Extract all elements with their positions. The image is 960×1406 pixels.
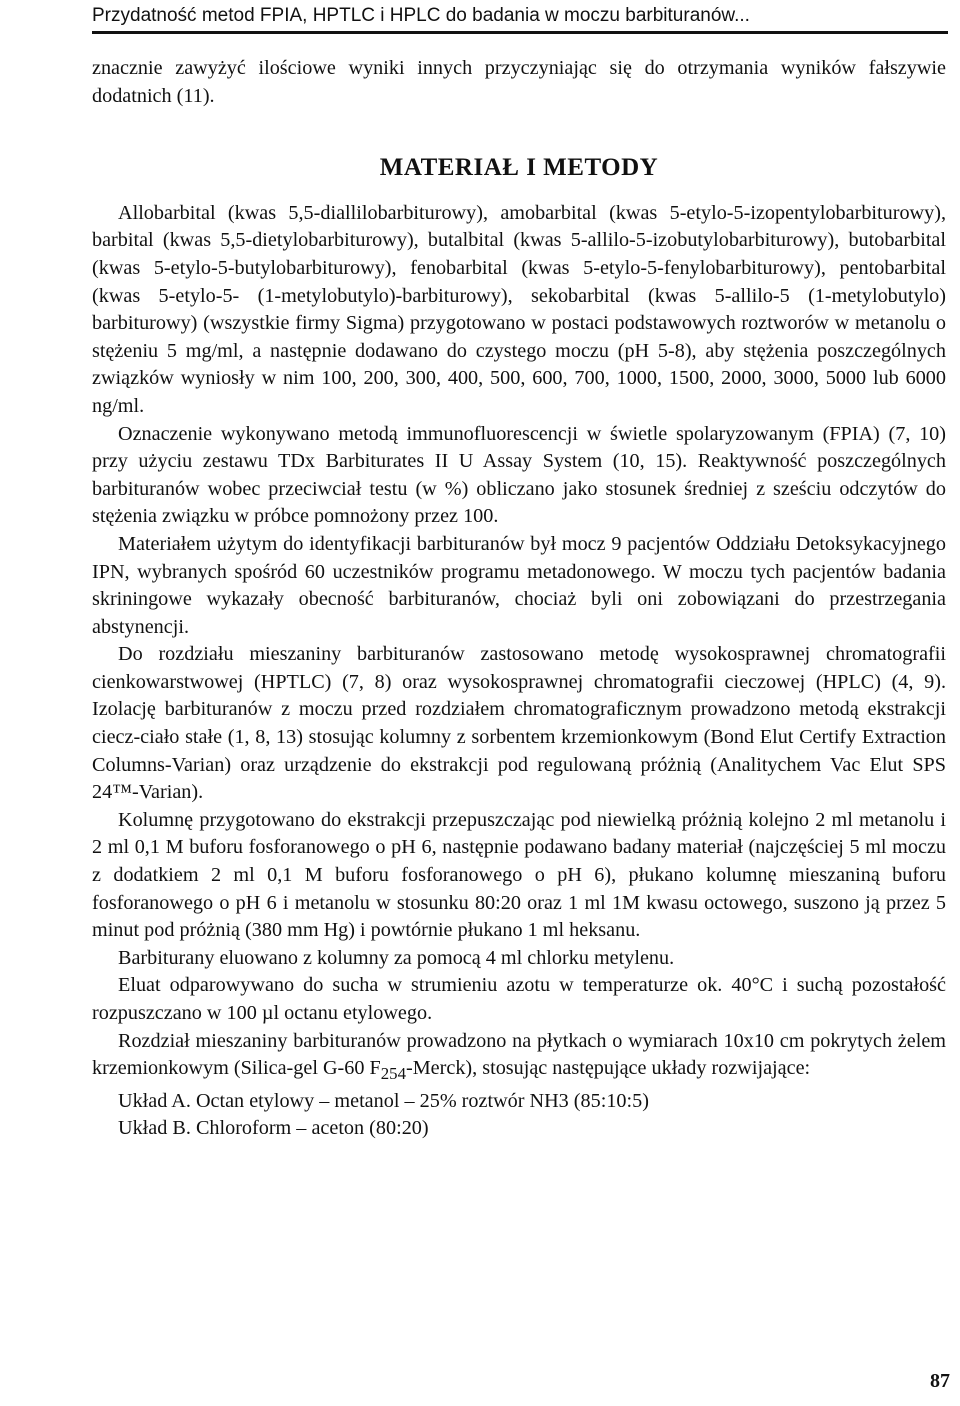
paragraph-separation: Do rozdziału mieszaniny barbituranów zastosowano metodę wysokosprawnej chromatografii cienkowarstwowej (HPTLC) (7, 8) oraz wysokosprawnej chromatografii cieczowej (HPLC) (4, 9). Izolację barbituranów z moczu przed rozdziałem chromatograficznym prowadzono metodą ekstrakcji ciecz-ciało stałe (1, 8, 13) stosując kolumny z sorbentem krzemionkowym (Bond Elut Certify Extraction Columns-Varian) oraz urządzenie do ekstrakcji pod regulowaną próżnią (Analitychem Vac Elut SPS 24™-Varian). (92, 643, 946, 804)
paragraph-material: Materiałem użytym do identyfikacji barbituranów był mocz 9 pacjentów Oddziału Detoksykacyjnego IPN, wybranych spośród 60 uczestników programu metadonowego. W moczu tych pacjentów badania skriningowe wykazały obecność barbituranów, chociaż byli oni zobowiązani do przestrzegania abstynencji. (92, 532, 946, 638)
paragraph-fpia: Oznaczenie wykonywano metodą immunofluorescencji w świetle spolaryzowanym (FPIA) (7, 10) przy użyciu zestawu TDx Barbiturates II U Assay System (10, 15). Reaktywność poszczególnych barbituranów wobec przeciwciał testu (w %) obliczano jako stosunek średniej z sześciu odczytów do stężenia związku w próbce pomnożony przez 100. (92, 422, 946, 528)
paragraph-elution: Barbiturany eluowano z kolumny za pomocą 4 ml chlorku metylenu. (118, 946, 675, 969)
tlc-subscript: 254 (380, 1064, 406, 1084)
paragraph-column: Kolumnę przygotowano do ekstrakcji przepuszczając pod niewielką próżnią kolejno 2 ml metanolu i 2 ml 0,1 M buforu fosforanowego o pH 6, następnie podawano badany materiał (najczęściej 5 ml moczu z dodatkiem 2 ml 0,1 M buforu fosforanowego o pH 6), płukano kolumnę mieszaniną buforu fosforanowego o pH 6 i metanolu w stosunku 80:20 oraz 1 ml 1M kwasu octowego, suszono ją przez 5 minut pod próżnią (380 mm Hg) i powtórnie płukano 1 ml heksanu. (92, 808, 946, 942)
system-a: Układ A. Octan etylowy – metanol – 25% roztwór NH3 (85:10:5) (118, 1089, 649, 1112)
section-heading: MATERIAŁ I METODY (379, 154, 659, 182)
header-rule (92, 31, 948, 34)
system-b: Układ B. Chloroform – aceton (80:20) (118, 1117, 429, 1140)
paragraph-reagents: Allobarbital (kwas 5,5-diallilobarbiturowy), amobarbital (kwas 5-etylo-5-izopentylobarbiturowy), barbital (kwas 5,5-dietylobarbiturowy), butalbital (kwas 5-allilo-5-izobutylobarbiturowy), butobarbital (kwas 5-etylo-5-butylobarbiturowy), fenobarbital (kwas 5-etylo-5-fenylobarbiturowy), pentobarbital (kwas 5-etylo-5- (1-metylobutylo)-barbiturowy), sekobarbital (kwas 5-allilo-5 (1-metylobutylo) barbiturowy) (wszystkie firmy Sigma) przygotowano w postaci podstawowych roztworów w metanolu o stężeniu 5 mg/ml, a następnie dodawano do czystego moczu (pH 5-8), aby stężenia poszczególnych związków wyniosły w nim 100, 200, 300, 400, 500, 600, 700, 1000, 1500, 2000, 3000, 5000 lub 6000 ng/ml. (92, 201, 946, 417)
page-content (92, 55, 946, 1143)
tlc-text-end: -Merck), stosując następujące układy rozwijające: (406, 1057, 811, 1080)
continued-paragraph: znacznie zawyżyć ilościowe wyniki innych przyczyniając się do otrzymania wyników fałszywie dodatnich (11). (92, 57, 946, 107)
running-header: Przydatność metod FPIA, HPTLC i HPLC do badania w moczu barbituranów... (92, 5, 750, 26)
paragraph-tlc (92, 1028, 946, 1088)
tlc-text-start: Rozdział mieszaniny barbituranów prowadzono na płytkach o wymiarach 10x10 cm pokrytych żelem krzemionkowym (Silica-gel G-60 F (92, 1029, 946, 1080)
page-number: 87 (930, 1370, 950, 1392)
paragraph-evaporation: Eluat odparowywano do sucha w strumieniu azotu w temperaturze ok. 40°C i suchą pozostałość rozpuszczano w 100 µl octanu etylowego. (92, 974, 946, 1024)
